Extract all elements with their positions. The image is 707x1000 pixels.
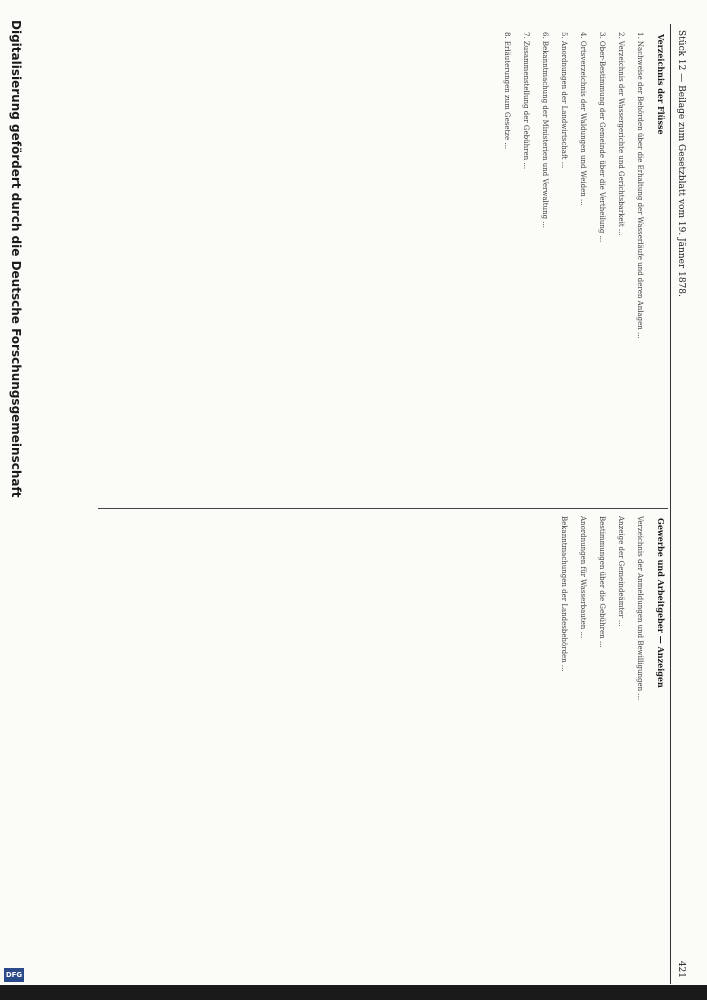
- left-entry-block: [597, 32, 606, 502]
- right-column-title: Gewerbe und Arbeitgeber — Anzeigen: [656, 518, 666, 688]
- sidebar-text: Digitalisierung gefördert durch die Deutsche Forschungsgemeinschaft: [9, 20, 23, 498]
- sidebar-watermark: [4, 20, 28, 980]
- left-entry-text: 8. Erläuterungen zum Gesetze ...: [503, 32, 511, 150]
- right-column: [104, 516, 644, 976]
- left-entry-text: 2. Verzeichnis der Wassergerichte und Gerichtsbarkeit ...: [617, 32, 625, 236]
- right-entry-text: Verzeichnis der Anmeldungen und Bewilligungen ...: [636, 516, 644, 701]
- left-entry-block: [616, 32, 625, 502]
- left-entry-text: 7. Zusammenstellung der Gebühren ...: [522, 32, 530, 170]
- left-entry-block: [540, 32, 549, 502]
- right-entry-text: Anzeige der Gemeindeämter ...: [617, 516, 625, 627]
- left-entry-text: 3. Ober-Bestimmung der Gemeinde über die Vertheilung ...: [598, 32, 606, 243]
- left-entry-text: 1. Nachweise der Behörden über die Erhaltung der Wasserläufe und deren Anlagen ...: [636, 32, 644, 339]
- scan-area: [92, 24, 692, 984]
- footer-bar: [0, 985, 707, 1000]
- rotated-page: [92, 24, 692, 984]
- right-entry-block: [597, 516, 606, 976]
- right-entry-text: Bekanntmachungen der Landesbehörden ...: [560, 516, 568, 672]
- left-entry-text: 5. Anordnungen der Landwirtschaft ...: [560, 32, 568, 169]
- right-entry-block: [616, 516, 625, 976]
- right-entry-text: Anordnungen für Wasserbauten ...: [579, 516, 587, 639]
- left-entry-block: [521, 32, 530, 502]
- left-entry-text: 4. Ortsverzeichnis der Waldungen und Weiden ...: [579, 32, 587, 206]
- left-entry-block: [559, 32, 568, 502]
- page-header: [670, 24, 692, 984]
- left-column: [104, 32, 644, 502]
- right-entry-block: [578, 516, 587, 976]
- right-entry-block: [635, 516, 644, 976]
- column-divider: [98, 508, 668, 509]
- right-entry-block: [559, 516, 568, 976]
- left-entry-text: 6. Bekanntmachung der Ministerien und Verwaltung ...: [541, 32, 549, 228]
- dfg-logo: DFG: [4, 968, 24, 982]
- right-entry-text: Bestimmungen über die Gebühren ...: [598, 516, 606, 648]
- left-entry-block: [635, 32, 644, 502]
- left-column-title: Verzeichnis der Flüsse: [656, 34, 666, 135]
- left-entry-block: [578, 32, 587, 502]
- left-entry-block: [502, 32, 511, 502]
- page-number: 421: [676, 960, 687, 978]
- header-left: Stück 12 — Beilage zum Gesetzblatt vom 19. Jänner 1878.: [676, 30, 687, 297]
